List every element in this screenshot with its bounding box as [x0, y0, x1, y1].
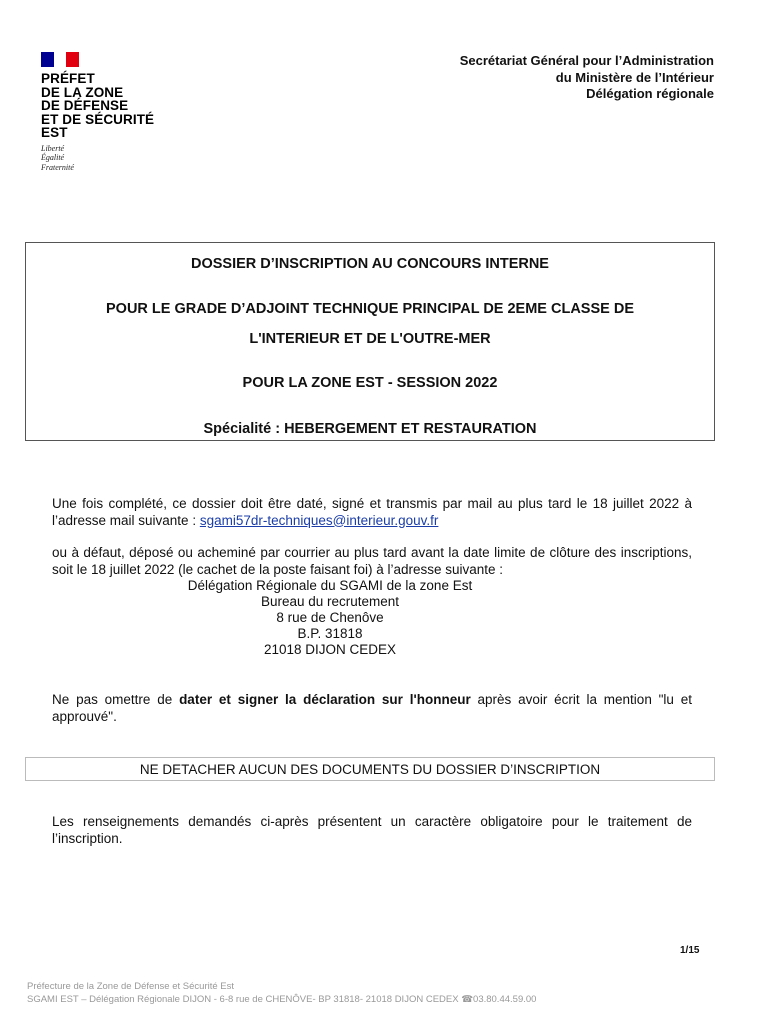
motto-line: Fraternité: [41, 162, 74, 172]
footer-line: SGAMI EST – Délégation Régionale DIJON - 6-8 rue de CHENÔVE- BP 31818- 21018 DIJON CEDEX ☎03.80.44.59.00: [27, 994, 537, 1005]
prefet-title: [41, 72, 181, 140]
specialty-line: Spécialité : HEBERGEMENT ET RESTAURATION: [203, 421, 537, 437]
prefet-logo: [41, 52, 181, 172]
signature-reminder: Ne pas omettre de dater et signer la déclaration sur l'honneur après avoir écrit la mention "lu et approuvé".: [52, 692, 693, 724]
postal-address: [0, 578, 660, 658]
republic-motto: [41, 144, 181, 173]
address-line: 8 rue de Chenôve: [276, 610, 384, 625]
title-line: POUR LE GRADE D’ADJOINT TECHNIQUE PRINCIPAL DE 2EME CLASSE DE: [106, 301, 634, 317]
title-line: POUR LA ZONE EST - SESSION 2022: [242, 375, 498, 391]
notice-box: NE DETACHER AUCUN DES DOCUMENTS DU DOSSIER D’INSCRIPTION: [25, 757, 715, 781]
title-line: DOSSIER D’INSCRIPTION AU CONCOURS INTERNE: [191, 256, 549, 272]
email-link[interactable]: sgami57dr-techniques@interieur.gouv.fr: [199, 512, 439, 528]
address-line: Bureau du recrutement: [260, 594, 400, 609]
prefet-line: PRÉFET: [41, 71, 95, 86]
submission-text: Une fois complété, ce dossier doit être daté, signé et transmis par mail au plus tard le 18 juillet 2022 à l’adresse mail suivante :: [52, 496, 692, 528]
page-footer: [27, 980, 536, 1006]
page-number: 1/15: [680, 945, 700, 956]
address-line: Délégation Régionale du SGAMI de la zone Est: [187, 578, 473, 593]
sender-header: [460, 53, 714, 103]
address-line: B.P. 31818: [297, 626, 363, 641]
prefet-line: DE DÉFENSE: [41, 98, 129, 113]
header-line: Secrétariat Général pour l’Administration: [459, 53, 714, 68]
title-box: [25, 242, 715, 441]
french-flag-icon: [41, 52, 79, 67]
footer-line: Préfecture de la Zone de Défense et Sécurité Est: [27, 981, 235, 992]
header-line: Délégation régionale: [586, 86, 714, 101]
prefet-line: DE LA ZONE: [41, 84, 124, 100]
motto-line: Liberté: [41, 143, 65, 153]
address-line: 21018 DIJON CEDEX: [263, 642, 397, 657]
prefet-line: EST: [41, 125, 68, 140]
header-line: du Ministère de l’Intérieur: [555, 69, 714, 85]
title-line: L'INTERIEUR ET DE L'OUTRE-MER: [249, 331, 491, 347]
postal-paragraph: ou à défaut, déposé ou acheminé par courrier au plus tard avant la date limite de clôture des inscriptions, soit le 18 juillet 2022 (le cachet de la poste faisant foi) à l’adresse suivante :: [52, 545, 692, 577]
motto-line: Égalité: [41, 153, 65, 162]
prefet-line: ET DE SÉCURITÉ: [41, 111, 155, 127]
mandatory-info-paragraph: Les renseignements demandés ci-après présentent un caractère obligatoire pour le traitement de l’inscription.: [52, 814, 692, 846]
submission-paragraph: [52, 496, 692, 529]
signature-emphasis: dater et signer la déclaration sur l'honneur: [179, 692, 471, 707]
